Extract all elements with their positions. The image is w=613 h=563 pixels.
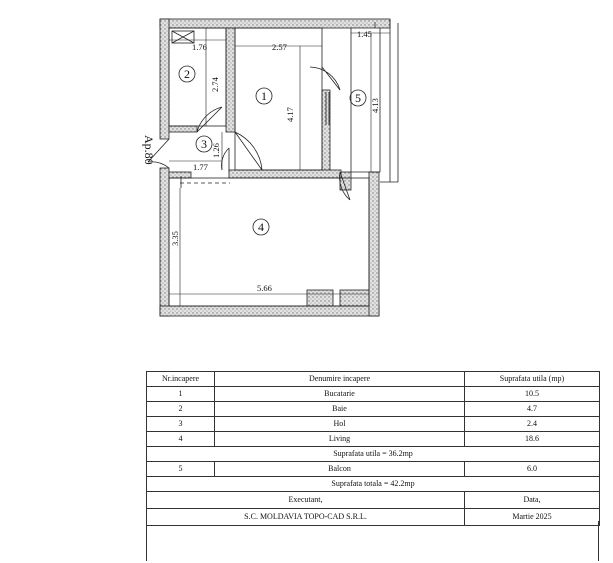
dim-4-17: 4.17 (285, 107, 295, 122)
row-name: Bucatarie (215, 387, 465, 402)
dim-2-74: 2.74 (210, 77, 220, 92)
svg-text:1: 1 (261, 89, 267, 103)
doors (148, 67, 350, 200)
dim-4-13: 4.13 (370, 98, 380, 113)
table-header-row (147, 372, 600, 387)
row-area: 18.6 (465, 432, 600, 447)
date-label: Data, (465, 492, 600, 509)
row-name: Baie (215, 402, 465, 417)
table-row (147, 417, 600, 432)
row-area: 6.0 (465, 462, 600, 477)
table-row (147, 402, 600, 417)
balcony-row (147, 462, 600, 477)
dim-1-26: 1.26 (211, 143, 221, 158)
dim-1-45: 1.45 (357, 29, 372, 39)
row-nr: 1 (147, 387, 215, 402)
row-area: 2.4 (465, 417, 600, 432)
apartment-label: Ap.80 (142, 135, 156, 165)
wall-bottom-niche-2 (340, 290, 369, 306)
executant-row (147, 492, 600, 509)
grand-total-row (147, 477, 600, 492)
wall-left-upper (160, 19, 169, 139)
row-area: 10.5 (465, 387, 600, 402)
header-nr: Nr.incapere (147, 372, 215, 387)
wall-top (160, 19, 390, 28)
dim-5-66: 5.66 (257, 283, 272, 293)
room-number-4 (253, 219, 269, 235)
room-number-3 (196, 136, 212, 152)
table-row (147, 432, 600, 447)
wall-left-lower (160, 168, 169, 316)
svg-text:5: 5 (355, 91, 361, 105)
row-area: 4.7 (465, 402, 600, 417)
door-kitchen (235, 132, 262, 170)
row-nr: 4 (147, 432, 215, 447)
executant-label: Executant, (147, 492, 465, 509)
table-row (147, 387, 600, 402)
header-area: Suprafata utila (mp) (465, 372, 600, 387)
wall-partition-top (226, 28, 235, 132)
door-hall (222, 148, 229, 172)
room-number-5 (350, 90, 366, 106)
wall-bottom (160, 306, 379, 316)
dim-3-35: 3.35 (170, 231, 180, 246)
row-name: Balcon (215, 462, 465, 477)
wall-right-lower (369, 172, 379, 316)
wall-stub-left (169, 172, 191, 178)
grand-total: Suprafata totala = 42.2mp (147, 477, 600, 492)
row-nr: 5 (147, 462, 215, 477)
wall-partition-horizontal (229, 170, 341, 178)
svg-text:3: 3 (201, 137, 207, 151)
room-areas-table (146, 371, 600, 526)
useful-total: Suprafata utila = 36.2mp (147, 447, 600, 462)
room-number-1 (256, 88, 272, 104)
door-bath (197, 107, 222, 132)
room-number-2 (179, 66, 195, 82)
row-name: Hol (215, 417, 465, 432)
useful-total-row (147, 447, 600, 462)
row-nr: 2 (147, 402, 215, 417)
date-value: Martie 2025 (465, 509, 600, 526)
row-nr: 3 (147, 417, 215, 432)
dim-2-57: 2.57 (272, 42, 287, 52)
svg-text:4: 4 (258, 220, 264, 234)
wall-bottom-niche (307, 290, 333, 306)
svg-text:2: 2 (184, 67, 190, 81)
dim-1-76: 1.76 (192, 42, 207, 52)
row-name: Living (215, 432, 465, 447)
table-blank-area (146, 521, 599, 561)
door-balcony (310, 67, 340, 90)
company-name: S.C. MOLDAVIA TOPO-CAD S.R.L. (147, 509, 465, 526)
wall-bath-bottom (169, 126, 197, 132)
header-name: Denumire incapere (215, 372, 465, 387)
dim-1-77: 1.77 (193, 162, 208, 172)
